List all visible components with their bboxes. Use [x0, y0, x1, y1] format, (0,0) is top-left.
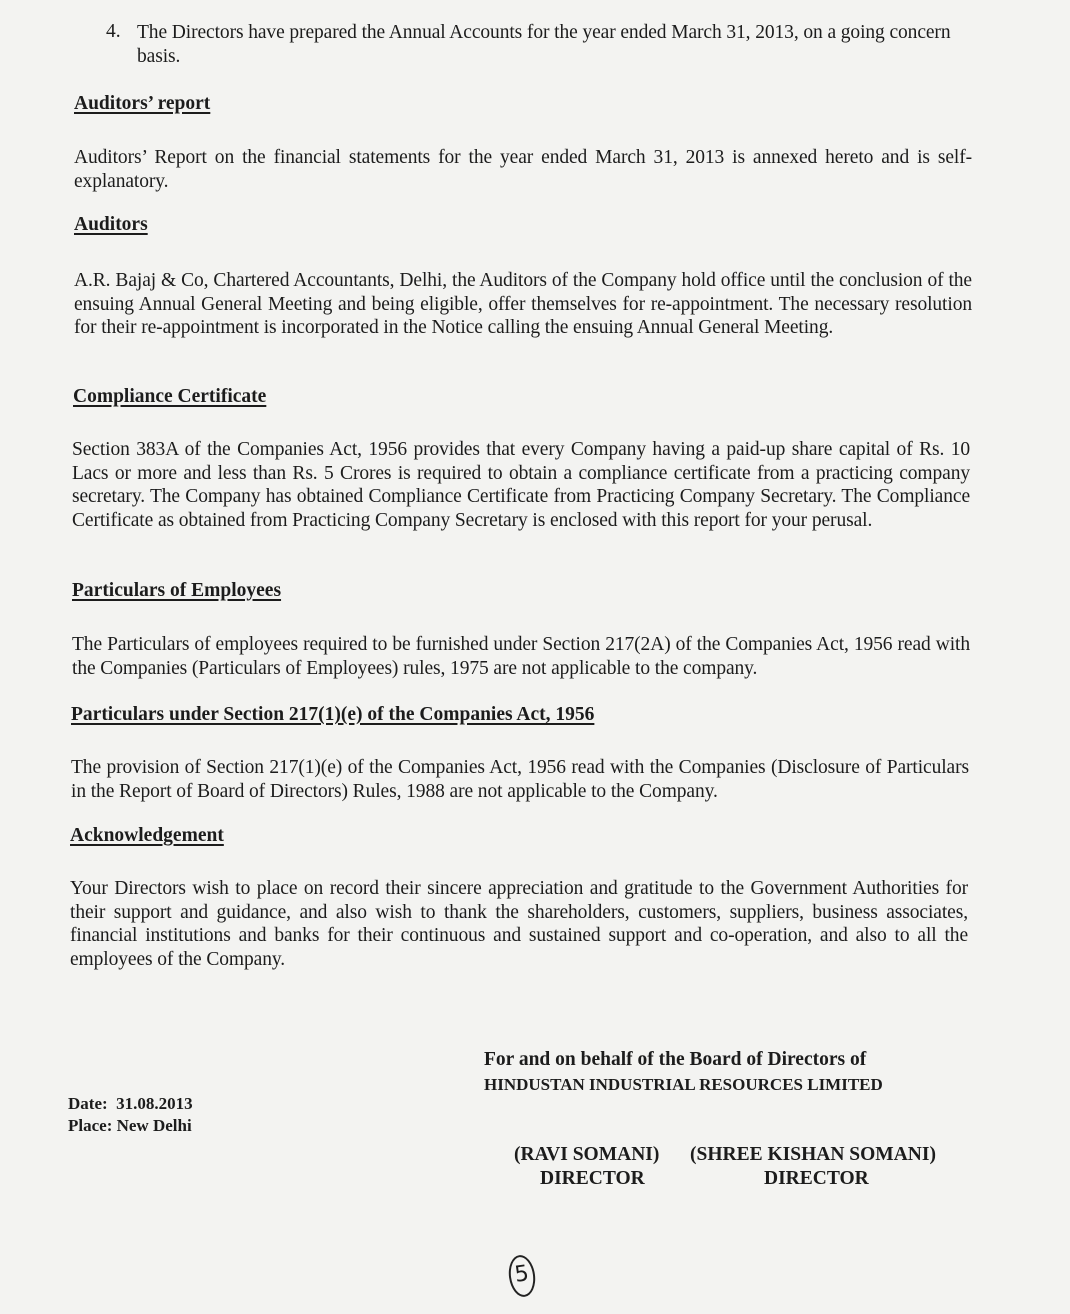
page-number: 5: [506, 1253, 538, 1298]
list-item-number: 4.: [106, 21, 121, 42]
section-heading-compliance-certificate: Compliance Certificate: [73, 386, 267, 407]
section-body-acknowledgement: Your Directors wish to place on record their sincere appreciation and gratitude to the Government Authorities for their support and guidance, and also wish to thank the shareholders, customers, suppliers, business associates, financial institutions and banks for their continuous and sustained support and co-operation, and also to all the employees of the Company.: [70, 878, 968, 970]
section-heading-auditors: Auditors: [74, 214, 148, 235]
list-item-text: The Directors have prepared the Annual Accounts for the year ended March 31, 2013, on a going concern basis.: [137, 22, 951, 67]
behalf-line: For and on behalf of the Board of Directors of: [484, 1049, 867, 1070]
section-heading-auditors-report: Auditors’ report: [74, 93, 211, 114]
date-line: Date: 31.08.2013: [68, 1094, 193, 1113]
section-heading-acknowledgement: Acknowledgement: [70, 825, 224, 846]
section-body-particulars-217: The provision of Section 217(1)(e) of the Companies Act, 1956 read with the Companies (Disclosure of Particulars in the Report of Board of Directors) Rules, 1988 are not applicable to the Company.: [71, 757, 969, 802]
section-heading-particulars-employees: Particulars of Employees: [72, 580, 282, 601]
section-body-compliance-certificate: Section 383A of the Companies Act, 1956 provides that every Company having a paid-up share capital of Rs. 10 Lacs or more and less than Rs. 5 Crores is required to obtain a compliance certificate from a practicing company secretary. The Company has obtained Compliance Certificate from Practicing Company Secretary. The Compliance Certificate as obtained from Practicing Company Secretary is enclosed with this report for your perusal.: [72, 439, 970, 531]
section-heading-particulars-217: Particulars under Section 217(1)(e) of the Companies Act, 1956: [71, 704, 595, 725]
signatory-name-1: (RAVI SOMANI): [514, 1144, 660, 1165]
section-body-auditors: A.R. Bajaj & Co, Chartered Accountants, Delhi, the Auditors of the Company hold office until the conclusion of the ensuing Annual General Meeting and being eligible, offer themselves for re-appointment. The necessary resolution for their re-appointment is incorporated in the Notice calling the ensuing Annual General Meeting.: [74, 270, 972, 338]
signatory-name-2: (SHREE KISHAN SOMANI): [690, 1144, 936, 1165]
signatory-title-1: DIRECTOR: [540, 1168, 645, 1189]
signatory-title-2: DIRECTOR: [764, 1168, 869, 1189]
place-line: Place: New Delhi: [68, 1116, 192, 1135]
section-body-particulars-employees: The Particulars of employees required to be furnished under Section 217(2A) of the Companies Act, 1956 read with the Companies (Particulars of Employees) rules, 1975 are not applicable to the company.: [72, 634, 970, 679]
company-name: HINDUSTAN INDUSTRIAL RESOURCES LIMITED: [484, 1075, 883, 1094]
section-body-auditors-report: Auditors’ Report on the financial statements for the year ended March 31, 2013 is annexed hereto and is self- explanatory.: [74, 147, 972, 192]
